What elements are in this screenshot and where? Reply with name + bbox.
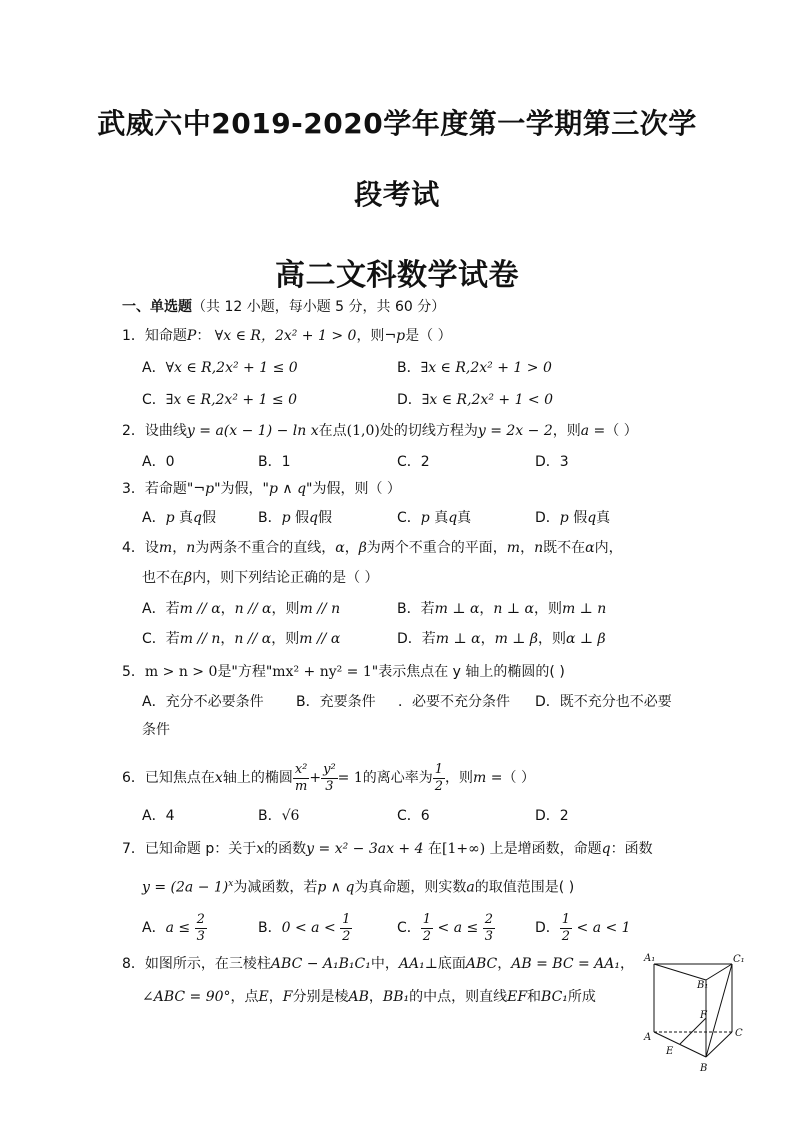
- question-5-option-b[interactable]: B．充要条件: [296, 694, 376, 710]
- question-4-option-b[interactable]: B．若m ⊥ α，n ⊥ α，则m ⊥ n: [397, 601, 607, 617]
- question-4-option-a[interactable]: A．若m // α，n // α，则m // n: [142, 601, 341, 617]
- section-header: [122, 297, 445, 317]
- question-4-stem-line1: 4．设m，n为两条不重合的直线，α，β为两个不重合的平面，m，n既不在α内，: [122, 540, 623, 556]
- question-7-option-c[interactable]: C． $\frac{1}{2}$ < a ≤ $\frac{2}{3}$: [397, 911, 493, 944]
- fraction-x2-over-m: $\frac{\text{x²}}{m}$: [294, 761, 308, 794]
- question-5-stem: 5．m > n > 0是"方程"mx² + ny² = 1"表示焦点在 y 轴上的椭圆的( ): [122, 664, 565, 680]
- question-4-option-c[interactable]: C．若m // n，n // α，则m // α: [142, 631, 341, 647]
- label-c: C: [735, 1028, 743, 1039]
- fraction-one-half: $\frac{1}{2}$: [434, 761, 444, 794]
- edge-ab: [654, 1032, 706, 1057]
- section-note: （共 12 小题，每小题 5 分，共 60 分）: [192, 299, 446, 315]
- question-2-option-d[interactable]: D．3: [535, 454, 569, 470]
- question-3-stem: 3．若命题"¬p"为假，"p ∧ q"为假，则（ ）: [122, 481, 401, 497]
- question-1-option-b[interactable]: B．∃x ∈ R,2x² + 1 > 0: [397, 360, 552, 376]
- question-7-option-b[interactable]: B．0 < a < $\frac{1}{2}$: [258, 911, 351, 944]
- label-b: B: [700, 1063, 708, 1074]
- question-6-option-b[interactable]: B．√6: [258, 808, 300, 824]
- question-5-option-d-cont: 条件: [142, 722, 170, 738]
- question-2-option-c[interactable]: C．2: [397, 454, 430, 470]
- question-1-option-d[interactable]: D．∃x ∈ R,2x² + 1 < 0: [397, 392, 554, 408]
- question-7-option-a[interactable]: A．a ≤ $\frac{2}{3}$: [142, 911, 205, 944]
- question-2-option-b[interactable]: B．1: [258, 454, 291, 470]
- segment-ef: [680, 1018, 706, 1044]
- section-label: 一、单选题: [122, 299, 192, 315]
- question-2-stem: 2．设曲线y = a(x − 1) − ln x在点(1,0)处的切线方程为y = 2x − 2，则a =（ ）: [122, 423, 638, 439]
- question-6-stem: 6．已知焦点在x轴上的椭圆 $\frac{\text{x²}}{m}$ + $\frac{\text{y²}}{3}$ = 1的离心率为 $\frac{1}{2}$ ，则m =（ ）: [122, 761, 535, 794]
- question-4-option-d[interactable]: D．若m ⊥ α，m ⊥ β，则α ⊥ β: [397, 631, 606, 647]
- prism-diagram: [640, 950, 750, 1075]
- question-2-option-a[interactable]: A．0: [142, 454, 175, 470]
- question-6-option-d[interactable]: D．2: [535, 808, 569, 824]
- question-7-option-d[interactable]: D． $\frac{1}{2}$ < a < 1: [535, 911, 631, 944]
- question-3-option-b[interactable]: B．p 假q假: [258, 510, 332, 526]
- question-8-stem-line2: ∠ABC = 90°，点E，F分别是棱AB，BB₁的中点，则直线EF和BC₁所成: [142, 989, 596, 1005]
- exam-title-line1: 武威六中2019-2020学年度第一学期第三次学: [97, 107, 697, 140]
- label-b1: B₁: [697, 980, 709, 991]
- label-a: A: [644, 1032, 652, 1043]
- question-3-option-c[interactable]: C．p 真q真: [397, 510, 472, 526]
- question-4-stem-line2: 也不在β内，则下列结论正确的是（ ）: [142, 570, 379, 586]
- label-c1: C₁: [733, 954, 745, 965]
- prism-figure: [640, 950, 750, 1075]
- question-1-option-c[interactable]: C．∃x ∈ R,2x² + 1 ≤ 0: [142, 392, 298, 408]
- question-8-stem-line1: 8．如图所示，在三棱柱ABC − A₁B₁C₁中，AA₁⊥底面ABC，AB = BC = AA₁，: [122, 956, 635, 972]
- question-3-option-d[interactable]: D．p 假q真: [535, 510, 611, 526]
- question-7-stem-line1: 7．已知命题 p：关于x的函数y = x² − 3ax + 4 在[1+∞) 上是增函数，命题q：函数: [122, 841, 653, 857]
- question-7-stem-line2: $y = (2a - 1)^x$为减函数，若p ∧ q为真命题，则实数a的取值范围是( ): [142, 879, 575, 896]
- question-5-option-a[interactable]: A．充分不必要条件: [142, 694, 264, 710]
- question-1-stem: 1．知命题P： ∀x ∈ R，2x² + 1 > 0，则¬p是（ ）: [122, 328, 452, 344]
- label-f: F: [700, 1010, 707, 1021]
- label-e: E: [666, 1046, 674, 1057]
- exam-title-line2: 段考试: [354, 178, 440, 211]
- exam-subtitle: 高二文科数学试卷: [275, 258, 519, 293]
- question-5-option-d[interactable]: D．既不充分也不必要: [535, 694, 672, 710]
- fraction-y2-over-3: $\frac{\text{y²}}{3}$: [323, 761, 336, 794]
- label-a1: A₁: [644, 953, 656, 964]
- question-6-option-c[interactable]: C．6: [397, 808, 430, 824]
- question-1-option-a[interactable]: A．∀x ∈ R,2x² + 1 ≤ 0: [142, 360, 298, 376]
- question-5-option-c[interactable]: ．必要不充分条件: [398, 694, 510, 710]
- question-6-option-a[interactable]: A．4: [142, 808, 175, 824]
- edge-a1b1: [654, 964, 706, 980]
- question-3-option-a[interactable]: A．p 真q假: [142, 510, 216, 526]
